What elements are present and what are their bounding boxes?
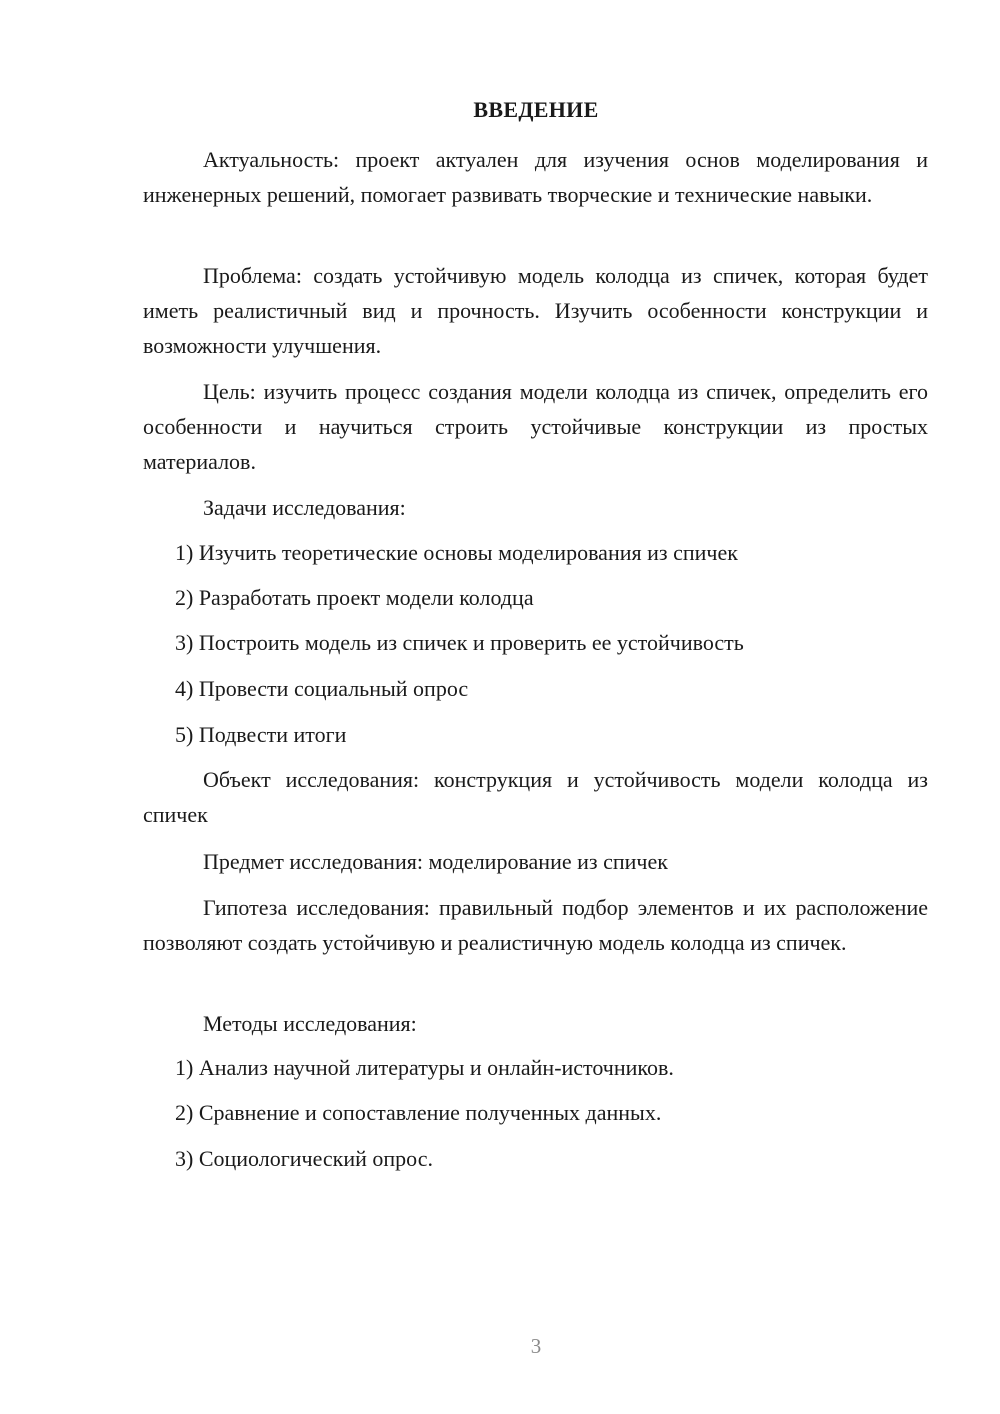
paragraph-relevance: Актуальность: проект актуален для изучения основ моделирования и инженерных решений, помогает развивать творческие и технические навыки. xyxy=(143,147,928,207)
task-item: 3) Построить модель из спичек и проверить ее устойчивость xyxy=(175,630,744,655)
paragraph-subject: Предмет исследования: моделирование из спичек xyxy=(203,849,668,874)
task-item: 4) Провести социальный опрос xyxy=(175,676,469,701)
methods-heading: Методы исследования: xyxy=(203,1011,417,1036)
method-item: 2) Сравнение и сопоставление полученных данных. xyxy=(175,1100,662,1125)
method-item: 3) Социологический опрос. xyxy=(175,1146,433,1171)
paragraph-object: Объект исследования: конструкция и устойчивость модели колодца из спичек xyxy=(143,767,928,827)
task-item: 1) Изучить теоретические основы моделирования из спичек xyxy=(175,540,738,565)
page-title: ВВЕДЕНИЕ xyxy=(473,97,599,122)
paragraph-goal: Цель: изучить процесс создания модели колодца из спичек, определить его особенности и научиться строить устойчивые конструкции из простых материалов. xyxy=(143,379,928,474)
task-item: 2) Разработать проект модели колодца xyxy=(175,585,534,610)
paragraph-problem: Проблема: создать устойчивую модель колодца из спичек, которая будет иметь реалистичный вид и прочность. Изучить особенности конструкции и возможности улучшения. xyxy=(143,263,928,358)
page-number: 3 xyxy=(530,1334,542,1358)
task-item: 5) Подвести итоги xyxy=(175,722,347,747)
paragraph-hypothesis: Гипотеза исследования: правильный подбор элементов и их расположение позволяют создать устойчивую и реалистичную модель колодца из спичек. xyxy=(143,895,928,955)
method-item: 1) Анализ научной литературы и онлайн-источников. xyxy=(175,1055,674,1080)
tasks-heading: Задачи исследования: xyxy=(203,495,406,520)
